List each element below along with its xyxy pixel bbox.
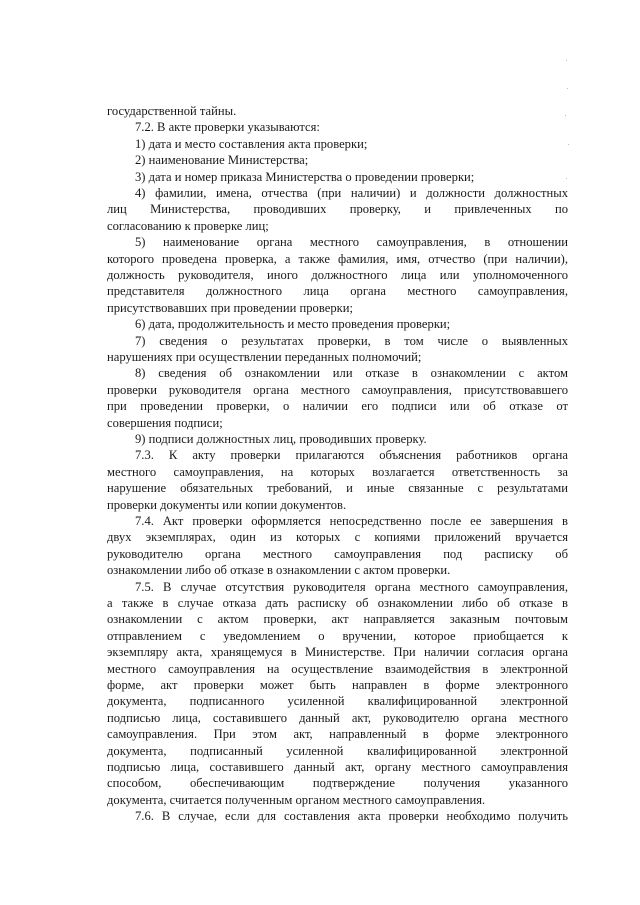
text-line: 9) подписи должностных лиц, проводивших проверку. <box>135 432 427 446</box>
text-line: документа, считается полученным органом местного самоуправления. <box>107 792 486 807</box>
text-line: 7.2. В акте проверки указываются: <box>135 120 320 135</box>
text-line: нарушение обязательных требований, и иные связанные с результатами <box>107 481 568 496</box>
text-line: 7) сведения о результатах проверки, в том числе о выявленных <box>135 333 568 348</box>
text-line: двух экземплярах, один из которых с копиями приложений вручается <box>107 530 568 545</box>
text-line: 7.5. В случае отсутствия руководителя органа местного самоуправления, <box>135 579 568 594</box>
text-line: местного самоуправления на осуществление взаимодействия в электронной <box>107 661 568 676</box>
text-line: нарушениях при осуществлении переданных полномочий; <box>107 350 422 364</box>
text-line: лиц Министерства, проводивших проверку, и привлеченных по <box>107 202 568 217</box>
text-line: 6) дата, продолжительность и место проведения проверки; <box>135 317 451 332</box>
text-line: 7.6. В случае, если для составления акта проверки необходимо получить <box>135 809 568 824</box>
text-line: представителя должностного лица органа местного самоуправления, <box>107 284 568 299</box>
text-line: документа, подписанный усиленной квалифицированной электронной <box>107 743 568 758</box>
text-line: документа, подписанного усиленной квалифицированной электронной <box>107 694 568 709</box>
text-line: 4) фамилии, имена, отчества (при наличии) и должности должностных <box>135 186 568 200</box>
text-line: 3) дата и номер приказа Министерства о проведении проверки; <box>135 169 475 184</box>
text-line: экземпляру акта, хранящемуся в Министерстве. При наличии согласия органа <box>107 645 568 660</box>
text-line: ознакомлении либо об отказе в ознакомлении с актом проверки. <box>107 563 451 578</box>
text-line: отправлением с уведомлением о вручении, которое приобщается к <box>107 628 568 643</box>
text-line: согласованию к проверке лиц; <box>107 218 269 233</box>
text-line: совершения подписи; <box>107 415 223 430</box>
scan-specks <box>564 60 570 190</box>
text-line: 8) сведения об ознакомлении или отказе в ознакомлении с актом <box>135 366 568 381</box>
text-line: которого проведена проверка, а также фамилия, имя, отчество (при наличии), <box>107 251 568 266</box>
text-line: способом, обеспечивающим подтверждение получения указанного <box>107 776 568 791</box>
text-line: 2) наименование Министерства; <box>135 153 309 168</box>
text-line: проверки документы или копии документов. <box>107 497 347 512</box>
text-line: государственной тайны. <box>107 104 237 118</box>
text-line: должность руководителя, иного должностного лица или уполномоченного <box>107 268 568 282</box>
text-line: ознакомлении с актом проверки, акт направляется заказным почтовым <box>107 612 568 627</box>
text-line: местного самоуправления, на которых возлагается ответственность за <box>107 464 568 479</box>
text-line: форме, акт проверки может быть направлен в форме электронного <box>107 678 568 692</box>
text-line: самоуправления. При этом акт, направленный в форме электронного <box>107 727 568 742</box>
text-line: при проведении проверки, о наличии его подписи или об отказе от <box>107 399 568 414</box>
text-line: проверки руководителя органа местного самоуправления, присутствовавшего <box>107 382 568 397</box>
text-line: 7.4. Акт проверки оформляется непосредственно после ее завершения в <box>135 514 568 528</box>
text-line: руководителю органа местного самоуправления под расписку об <box>107 546 568 561</box>
text-line: 1) дата и место составления акта проверки; <box>135 136 368 151</box>
text-line: присутствовавших при проведении проверки; <box>107 300 353 315</box>
text-line: а также в случае отказа дать расписку об ознакомлении либо об отказе в <box>107 596 568 610</box>
text-line: подписью лица, составившего данный акт, органу местного самоуправления <box>107 760 568 774</box>
text-line: подписью лица, составившего данный акт, руководителю органа местного <box>107 710 568 725</box>
text-line: 7.3. К акту проверки прилагаются объяснения работников органа <box>135 448 568 463</box>
text-line: 5) наименование органа местного самоуправления, в отношении <box>135 235 568 250</box>
